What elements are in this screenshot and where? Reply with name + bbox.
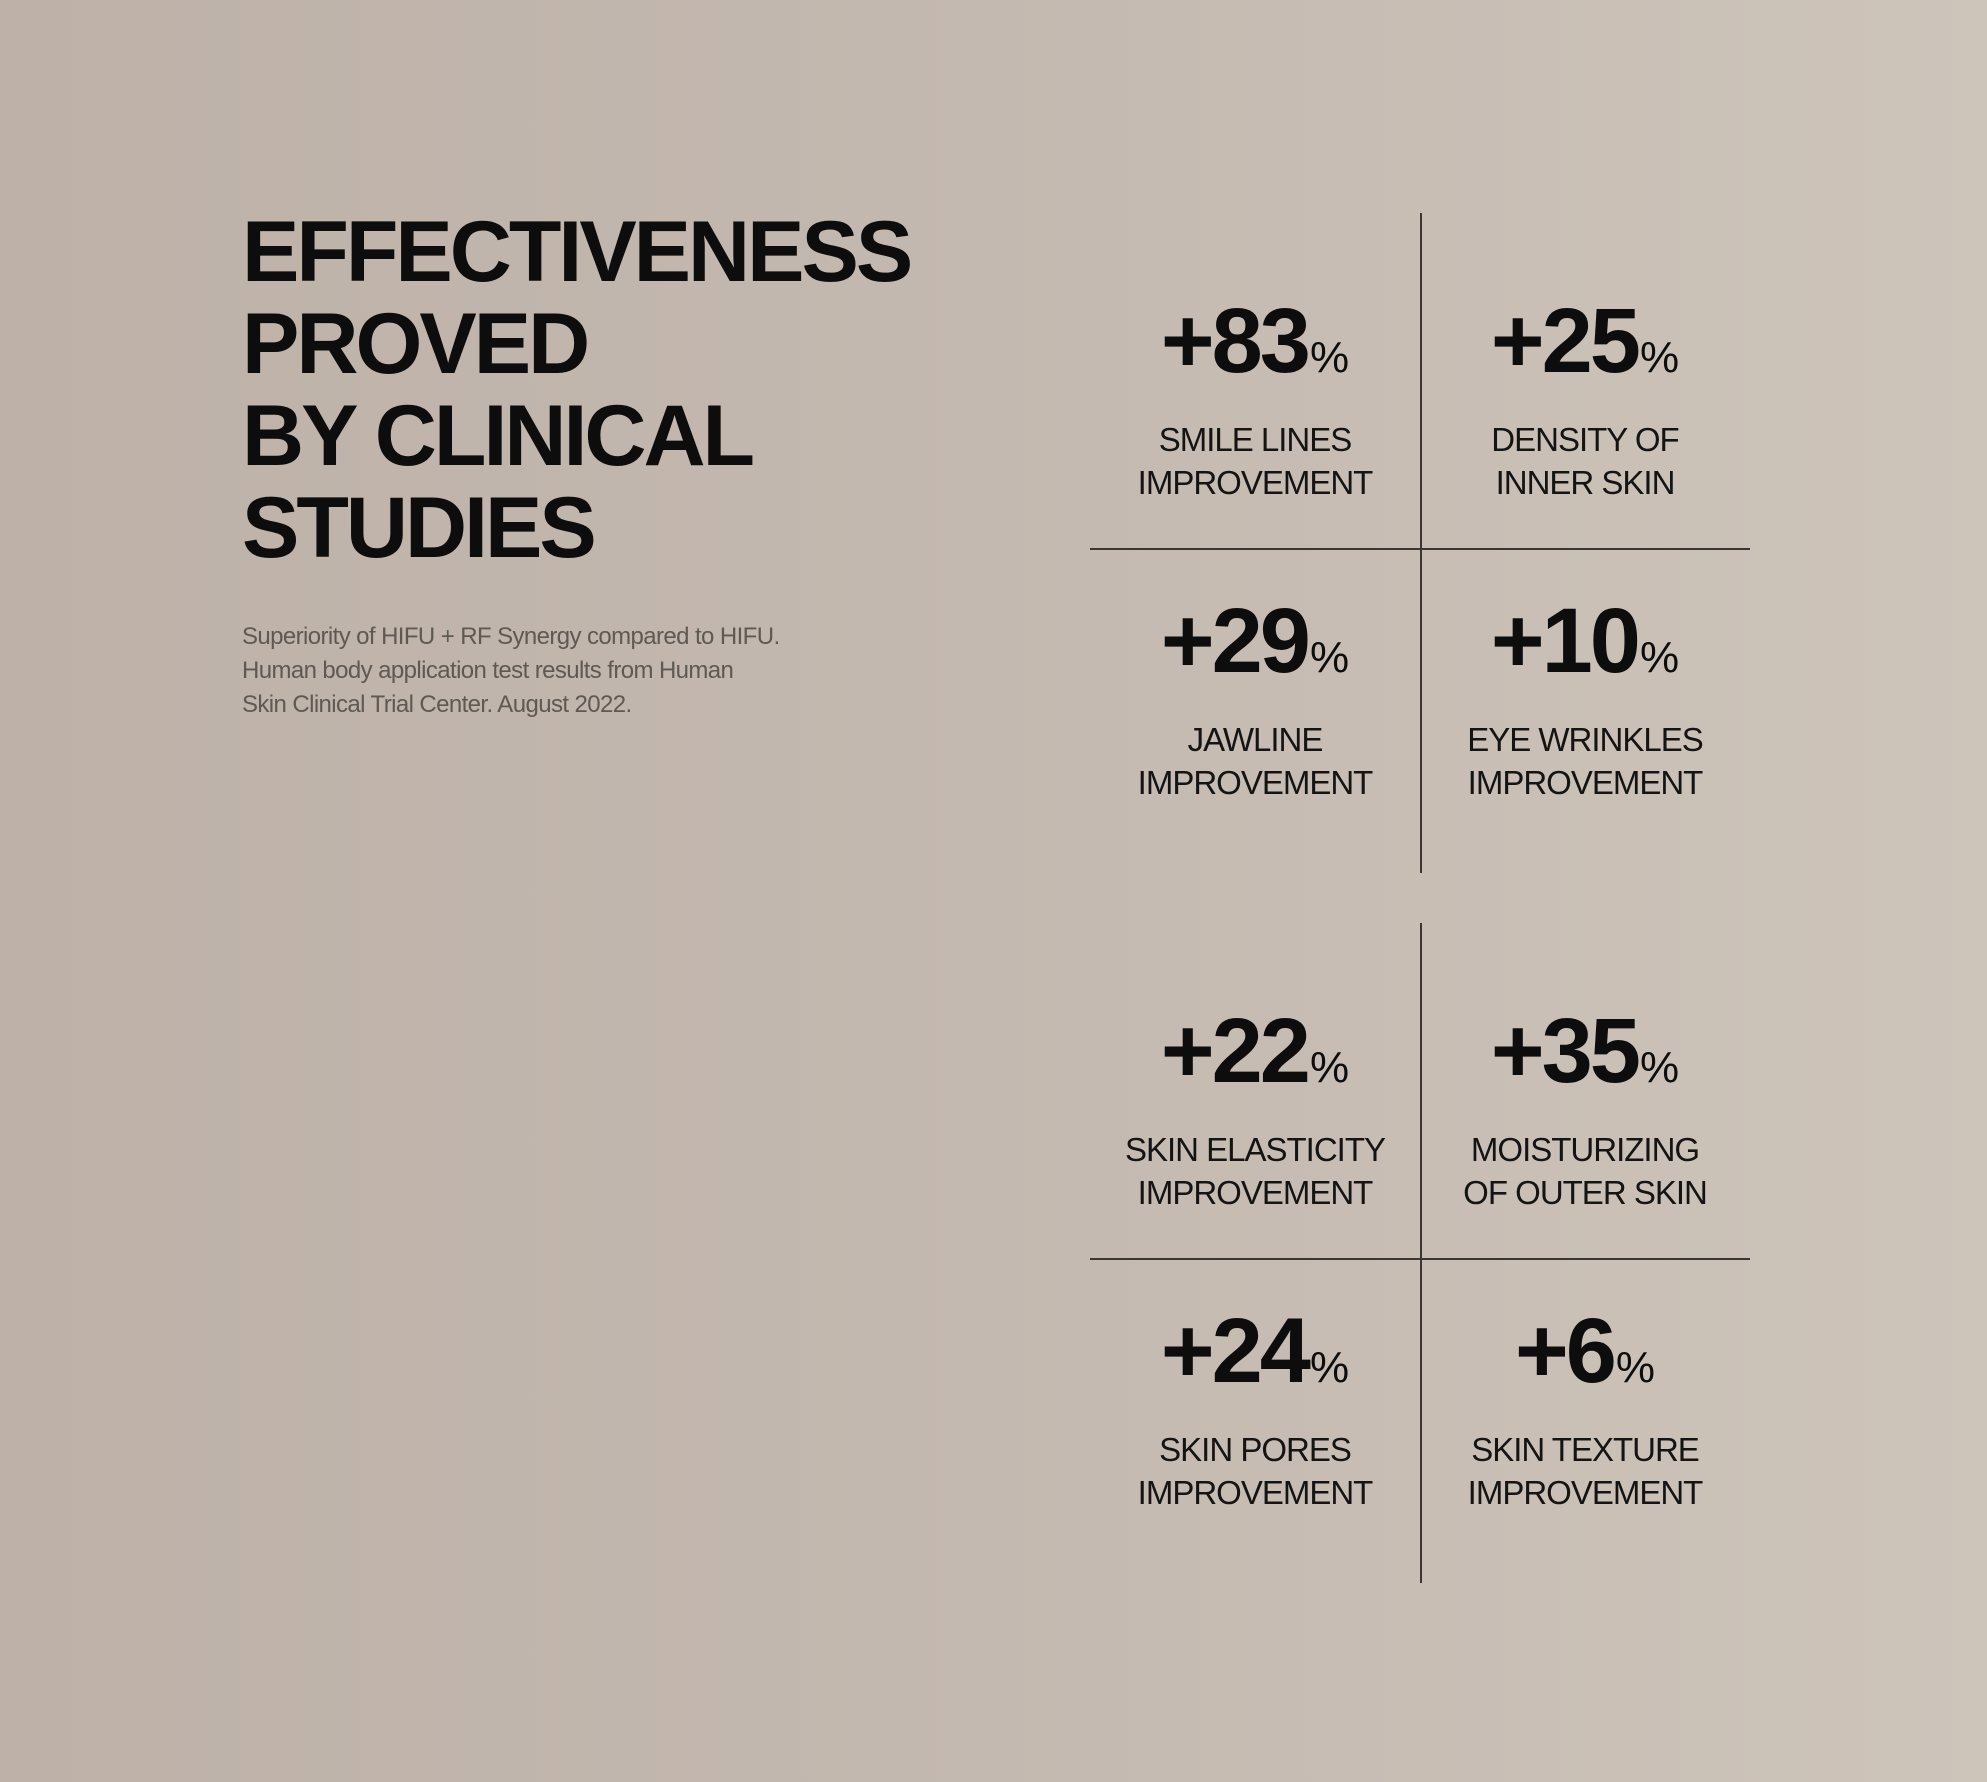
title-line-4: STUDIES <box>242 480 594 576</box>
stat-jawline <box>1090 590 1420 801</box>
intro-section <box>242 206 962 746</box>
percent-sign: % <box>1309 333 1350 382</box>
stat-label-line-1: DENSITY OF <box>1491 421 1679 458</box>
stats-grid-bottom <box>1090 923 1750 1583</box>
title-line-3: BY CLINICAL <box>242 388 753 484</box>
percent-sign: % <box>1309 1343 1350 1392</box>
stat-label-line-1: SKIN PORES <box>1159 1431 1351 1468</box>
stat-value <box>1420 1000 1750 1116</box>
title-line-1: EFFECTIVENESS <box>242 204 911 300</box>
percent-sign: % <box>1309 1043 1350 1092</box>
stat-number: +6 <box>1514 1300 1614 1402</box>
stat-density-inner-skin <box>1420 290 1750 501</box>
stat-skin-pores <box>1090 1300 1420 1511</box>
stat-skin-texture <box>1420 1300 1750 1511</box>
percent-sign: % <box>1639 1043 1680 1092</box>
stat-label <box>1090 1428 1420 1514</box>
stats-grid-top <box>1090 213 1750 873</box>
stat-value <box>1420 590 1750 706</box>
stat-value <box>1420 1300 1750 1416</box>
stat-label <box>1090 1128 1420 1214</box>
stat-smile-lines <box>1090 290 1420 501</box>
stat-number: +29 <box>1160 590 1308 692</box>
stat-label-line-2: OF OUTER SKIN <box>1463 1174 1707 1211</box>
study-description-line-1: Superiority of HIFU + RF Synergy compared to HIFU. <box>242 623 780 650</box>
stat-label-line-1: EYE WRINKLES <box>1467 721 1703 758</box>
stat-label <box>1420 418 1750 504</box>
stat-label-line-1: SKIN TEXTURE <box>1471 1431 1699 1468</box>
percent-sign: % <box>1639 633 1680 682</box>
horizontal-divider <box>1090 548 1750 550</box>
study-description-line-2: Human body application test results from Human <box>242 657 734 684</box>
stat-label-line-2: IMPROVEMENT <box>1467 764 1703 801</box>
stat-label <box>1420 718 1750 804</box>
stat-label-line-2: IMPROVEMENT <box>1137 1474 1373 1511</box>
percent-sign: % <box>1639 333 1680 382</box>
stat-label-line-2: IMPROVEMENT <box>1467 1474 1703 1511</box>
stat-number: +22 <box>1160 1000 1308 1102</box>
horizontal-divider <box>1090 1258 1750 1260</box>
stat-label-line-2: IMPROVEMENT <box>1137 464 1373 501</box>
stat-number: +25 <box>1490 290 1638 392</box>
stat-label-line-1: SKIN ELASTICITY <box>1124 1131 1386 1168</box>
stat-label <box>1090 418 1420 504</box>
stat-moisturizing <box>1420 1000 1750 1211</box>
stat-label-line-2: IMPROVEMENT <box>1137 1174 1373 1211</box>
stat-label-line-2: IMPROVEMENT <box>1137 764 1373 801</box>
stat-number: +83 <box>1160 290 1308 392</box>
percent-sign: % <box>1309 633 1350 682</box>
stat-skin-elasticity <box>1090 1000 1420 1211</box>
stat-value <box>1090 1300 1420 1416</box>
stat-label <box>1420 1128 1750 1214</box>
stat-label-line-1: JAWLINE <box>1187 721 1323 758</box>
stat-label-line-2: INNER SKIN <box>1495 464 1675 501</box>
stat-label <box>1420 1428 1750 1514</box>
title-line-2: PROVED <box>242 296 588 392</box>
stat-value <box>1090 1000 1420 1116</box>
stat-number: +10 <box>1490 590 1638 692</box>
study-description <box>242 620 862 722</box>
stat-number: +35 <box>1490 1000 1638 1102</box>
stat-value <box>1090 590 1420 706</box>
page-title <box>242 206 962 574</box>
stat-value <box>1090 290 1420 406</box>
stat-eye-wrinkles <box>1420 590 1750 801</box>
stat-label-line-1: SMILE LINES <box>1158 421 1352 458</box>
stat-number: +24 <box>1160 1300 1308 1402</box>
stat-label <box>1090 718 1420 804</box>
percent-sign: % <box>1615 1343 1656 1392</box>
stat-label-line-1: MOISTURIZING <box>1470 1131 1700 1168</box>
stat-value <box>1420 290 1750 406</box>
study-description-line-3: Skin Clinical Trial Center. August 2022. <box>242 691 632 718</box>
